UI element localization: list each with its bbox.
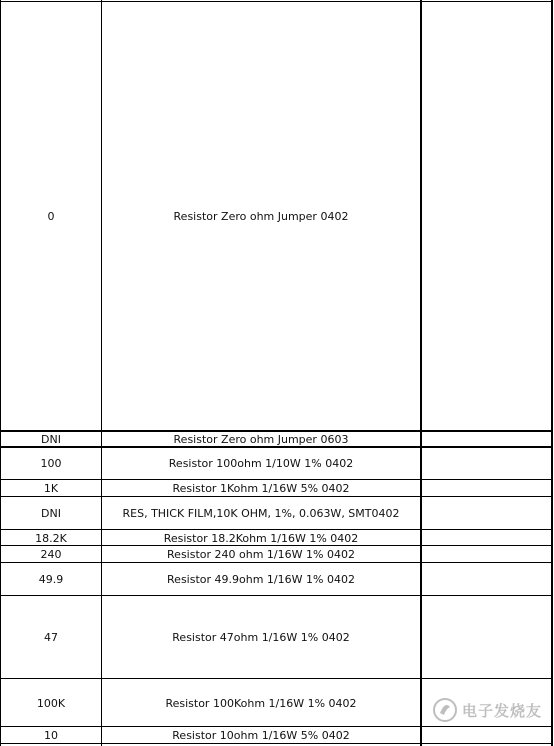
grid-line [0,1,553,2]
grid-line [0,595,553,596]
description-cell: Resistor 100Kohm 1/16W 1% 0402 [165,696,357,710]
table-row [0,530,554,546]
table-row [0,480,554,497]
grid-line [0,496,553,497]
description-cell: Resistor 18.2Kohm 1/16W 1% 0402 [163,531,359,545]
value-cell: 10 [44,729,58,742]
value-cell: 240 [40,548,62,561]
grid-line [0,446,553,448]
table-row [0,2,554,431]
description-cell: Resistor Zero ohm Jumper 0402 [173,210,349,223]
grid-line [101,0,102,746]
empty-cell [420,596,552,679]
empty-cell [420,563,552,596]
value-cell: 100K [36,696,66,710]
empty-cell [420,2,552,431]
empty-cell [420,447,552,480]
grid-line [551,0,553,746]
value-cell: 100 [40,457,62,470]
description-cell: Resistor 1Kohm 1/16W 5% 0402 [172,482,350,495]
description-cell: Resistor 47ohm 1/16W 1% 0402 [172,631,350,644]
empty-cell [420,480,552,497]
table-row [0,546,554,563]
description-cell: Resistor Zero ohm Jumper 0603 [173,432,349,446]
value-cell: 49.9 [38,573,64,586]
grid-line [420,0,422,746]
value-cell: 47 [44,631,58,644]
empty-cell [420,530,552,546]
description-cell: Resistor 49.9ohm 1/16W 1% 0402 [167,573,355,586]
description-cell: Resistor 100ohm 1/10W 1% 0402 [168,457,354,470]
grid-line [0,529,553,530]
grid-line [0,0,1,746]
grid-line [0,545,553,546]
grid-line [0,678,553,679]
table-row [0,596,554,679]
table-row [0,497,554,530]
empty-cell [420,497,552,530]
table-row [0,563,554,596]
value-cell: 18.2K [35,531,67,545]
description-cell: RES, THICK FILM,10K OHM, 1%, 0.063W, SMT0402 [122,507,400,520]
grid-line [0,562,553,563]
empty-cell [420,431,552,447]
table-row [0,447,554,480]
value-cell: 0 [47,210,55,223]
grid-line [0,743,553,744]
description-cell: Resistor 240 ohm 1/16W 1% 0402 [167,548,355,561]
value-cell: 1K [43,482,59,495]
grid-line [0,479,553,480]
watermark [432,690,554,730]
value-cell: DNI [41,432,61,446]
description-cell: Resistor 10ohm 1/16W 5% 0402 [172,729,350,742]
table-row [0,431,554,447]
watermark-text: 电子发烧友 [462,701,543,720]
empty-cell [420,546,552,563]
logo-icon [432,697,458,723]
value-cell: DNI [41,507,61,520]
grid-line [0,430,553,432]
